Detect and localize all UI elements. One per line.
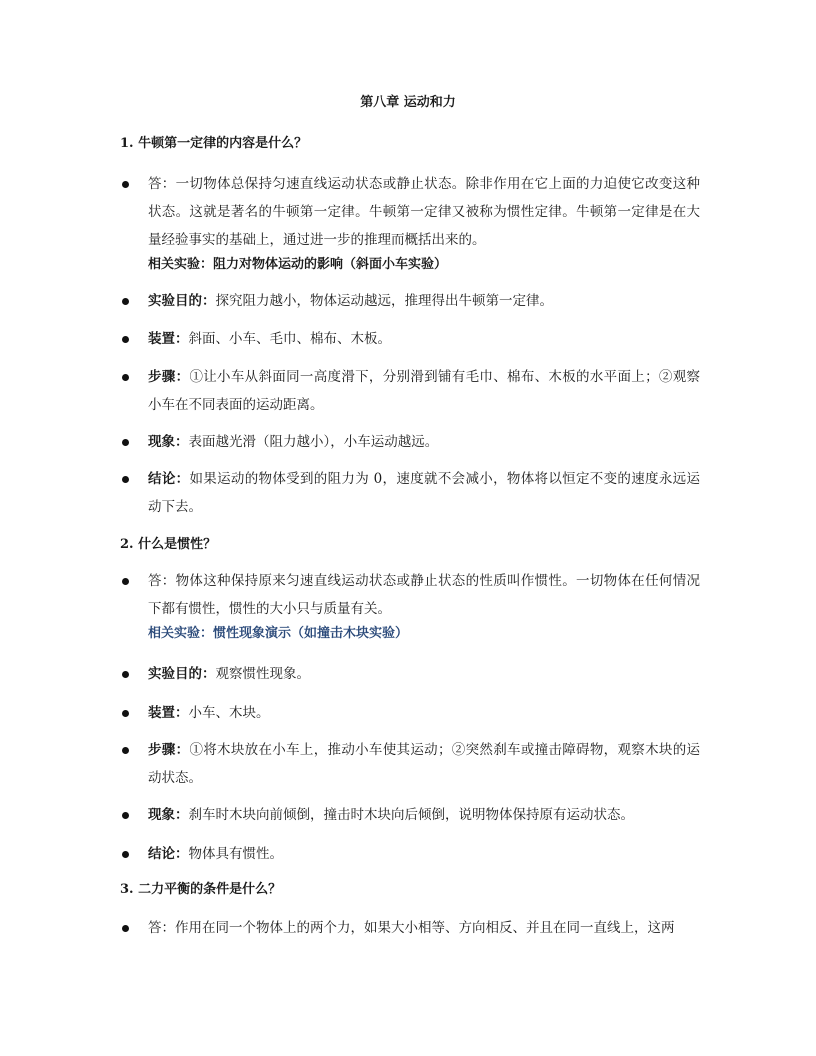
bullet-icon xyxy=(120,801,130,829)
item-label: 装置： xyxy=(148,705,189,721)
bullet-icon xyxy=(120,699,130,727)
item-text: 表面越光滑（阻力越小），小车运动越远。 xyxy=(188,434,439,450)
bullet-icon xyxy=(120,287,130,315)
question-heading-1: 1. 牛顿第一定律的内容是什么？ xyxy=(120,136,308,151)
answer-item-3 xyxy=(120,914,700,942)
item-label: 步骤： xyxy=(148,369,190,385)
item-label: 实验目的： xyxy=(148,666,216,682)
item-text: 如果运动的物体受到的阻力为 0，速度就不会减小，物体将以恒定不变的速度永远运动下去。 xyxy=(148,471,700,515)
bullet-icon xyxy=(120,736,130,764)
answer-item-1 xyxy=(120,170,700,276)
related-experiment-label: 相关实验：阻力对物体运动的影响（斜面小车实验） xyxy=(148,257,448,272)
answer-item-2 xyxy=(120,567,700,645)
answer-text: 答：作用在同一个物体上的两个力，如果大小相等、方向相反、并且在同一直线上，这两 xyxy=(148,920,675,936)
list-item xyxy=(120,736,700,792)
item-text: ①将木块放在小车上，推动小车使其运动；②突然刹车或撞击障碍物，观察木块的运动状态。 xyxy=(148,742,701,786)
bullet-icon xyxy=(120,914,130,942)
list-item xyxy=(120,287,700,315)
bullet-icon xyxy=(120,170,130,198)
list-item xyxy=(120,840,700,868)
bullet-icon xyxy=(120,567,130,595)
bullet-icon xyxy=(120,428,130,456)
item-text: 探究阻力越小，物体运动越远，推理得出牛顿第一定律。 xyxy=(215,293,553,309)
item-text: 小车、木块。 xyxy=(188,705,270,721)
related-experiment-label: 相关实验：惯性现象演示（如撞击木块实验） xyxy=(148,626,409,641)
list-item xyxy=(120,699,700,727)
chapter-title: 第八章 运动和力 xyxy=(360,95,456,110)
list-item xyxy=(120,363,700,419)
item-text: 斜面、小车、毛巾、棉布、木板。 xyxy=(188,331,391,347)
list-item xyxy=(120,801,700,829)
question-heading-3: 3. 二力平衡的条件是什么？ xyxy=(120,882,282,897)
bullet-icon xyxy=(120,325,130,353)
item-label: 实验目的： xyxy=(148,293,216,309)
bullet-icon xyxy=(120,465,130,493)
item-label: 装置： xyxy=(148,331,189,347)
list-item xyxy=(120,428,700,456)
bullet-icon xyxy=(120,363,130,391)
item-text: 观察惯性现象。 xyxy=(215,666,310,682)
answer-text: 答：一切物体总保持匀速直线运动状态或静止状态。除非作用在它上面的力迫使它改变这种状态。这就是著名的牛顿第一定律。牛顿第一定律又被称为惯性定律。牛顿第一定律是在大量经验事实的基础上，通过进一步的推理而概括出来的。 xyxy=(148,176,700,248)
item-label: 步骤： xyxy=(148,742,190,758)
answer-text: 答：物体这种保持原来匀速直线运动状态或静止状态的性质叫作惯性。一切物体在任何情况下都有惯性，惯性的大小只与质量有关。 xyxy=(148,573,700,617)
item-label: 结论： xyxy=(148,846,189,862)
bullet-icon xyxy=(120,660,130,688)
item-label: 现象： xyxy=(148,807,189,823)
item-label: 结论： xyxy=(148,471,190,487)
item-text: 物体具有惯性。 xyxy=(188,846,283,862)
question-heading-2: 2. 什么是惯性？ xyxy=(120,537,217,552)
list-item xyxy=(120,465,700,521)
list-item xyxy=(120,660,700,688)
bullet-icon xyxy=(120,840,130,868)
item-text: ①让小车从斜面同一高度滑下，分别滑到铺有毛巾、棉布、木板的水平面上；②观察小车在不同表面的运动距离。 xyxy=(148,369,701,413)
list-item xyxy=(120,325,700,353)
item-text: 刹车时木块向前倾倒，撞击时木块向后倾倒，说明物体保持原有运动状态。 xyxy=(188,807,634,823)
item-label: 现象： xyxy=(148,434,189,450)
